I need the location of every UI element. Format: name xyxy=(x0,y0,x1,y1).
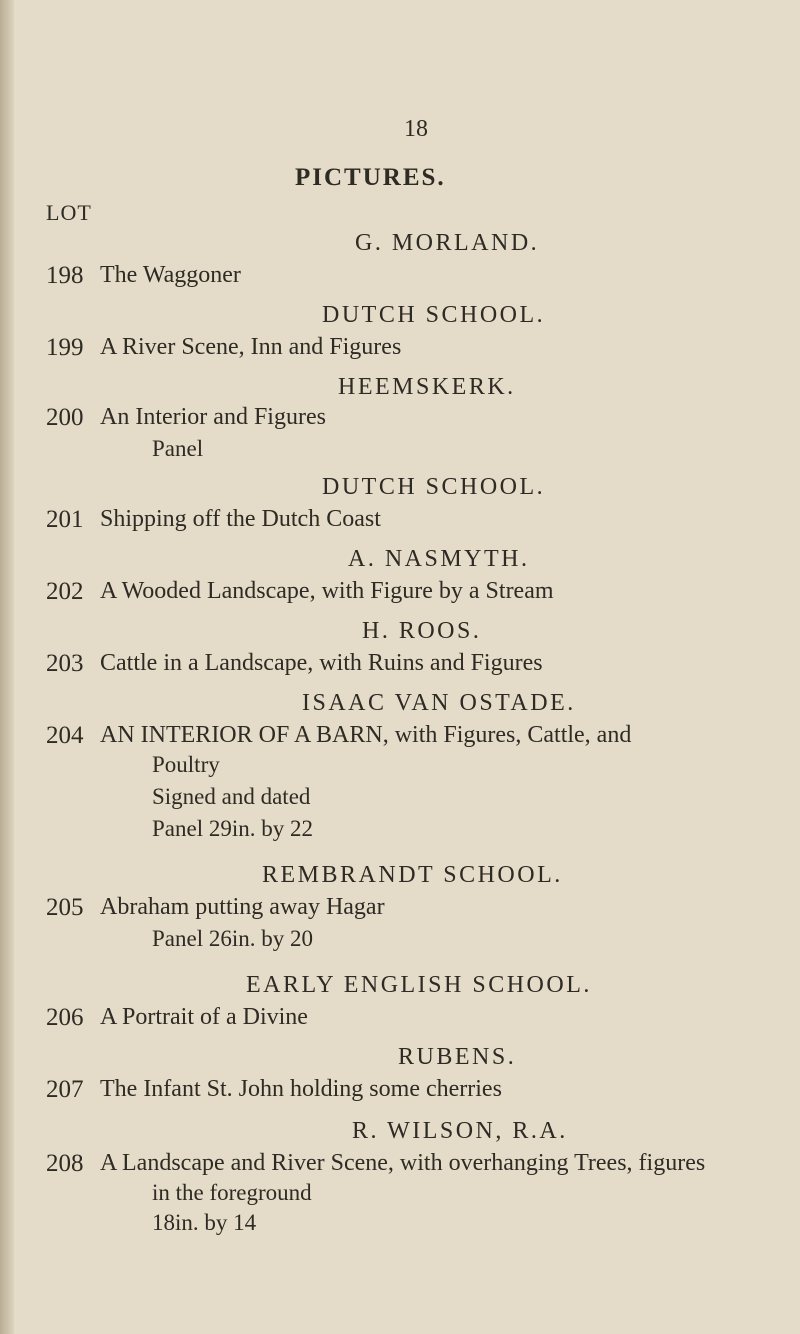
artist-name: ISAAC VAN OSTADE. xyxy=(302,690,576,716)
lot-number: 201 xyxy=(46,506,84,533)
lot-detail: Panel 26in. by 20 xyxy=(152,926,313,951)
lot-title: Cattle in a Landscape, with Ruins and Figures xyxy=(100,650,543,676)
artist-name: HEEMSKERK. xyxy=(338,374,516,400)
artist-name: REMBRANDT SCHOOL. xyxy=(262,862,563,888)
section-title: PICTURES. xyxy=(295,164,446,191)
lot-number: 203 xyxy=(46,650,84,677)
artist-name: A. NASMYTH. xyxy=(348,546,530,572)
lot-title: AN INTERIOR OF A BARN, with Figures, Cattle, and xyxy=(100,722,632,748)
artist-name: R. WILSON, R.A. xyxy=(352,1118,568,1144)
lot-number: 206 xyxy=(46,1004,84,1031)
lot-number: 200 xyxy=(46,404,84,431)
lot-number: 207 xyxy=(46,1076,84,1103)
artist-name: DUTCH SCHOOL. xyxy=(322,302,546,328)
lot-title: An Interior and Figures xyxy=(100,404,326,430)
lot-number: 205 xyxy=(46,894,84,921)
page-edge xyxy=(0,0,14,1334)
artist-name: DUTCH SCHOOL. xyxy=(322,474,546,500)
lot-title: A Wooded Landscape, with Figure by a Stream xyxy=(100,578,554,604)
artist-name: H. ROOS. xyxy=(362,618,482,644)
lot-number: 198 xyxy=(46,262,84,289)
lot-number: 199 xyxy=(46,334,84,361)
lot-detail: Panel xyxy=(152,436,204,461)
lot-detail: Panel 29in. by 22 xyxy=(152,816,313,841)
artist-name: G. MORLAND. xyxy=(355,230,540,256)
lot-title: The Infant St. John holding some cherries xyxy=(100,1076,502,1102)
artist-name: EARLY ENGLISH SCHOOL. xyxy=(246,972,592,998)
lot-title: A Portrait of a Divine xyxy=(100,1004,308,1030)
lot-title: A Landscape and River Scene, with overhanging Trees, figures xyxy=(100,1150,706,1176)
lot-title: Abraham putting away Hagar xyxy=(100,894,385,920)
lot-detail: in the foreground xyxy=(152,1180,312,1205)
lot-number: 204 xyxy=(46,722,84,749)
lot-number: 208 xyxy=(46,1150,84,1177)
artist-name: RUBENS. xyxy=(398,1044,517,1070)
lot-detail: Signed and dated xyxy=(152,784,311,809)
lot-detail: 18in. by 14 xyxy=(152,1210,257,1235)
lot-title: The Waggoner xyxy=(100,262,241,288)
lot-number: 202 xyxy=(46,578,84,605)
lot-column-heading: LOT xyxy=(46,200,92,225)
lot-detail: Poultry xyxy=(152,752,220,777)
lot-title: Shipping off the Dutch Coast xyxy=(100,506,381,532)
page-number: 18 xyxy=(404,116,428,142)
lot-title: A River Scene, Inn and Figures xyxy=(100,334,402,360)
